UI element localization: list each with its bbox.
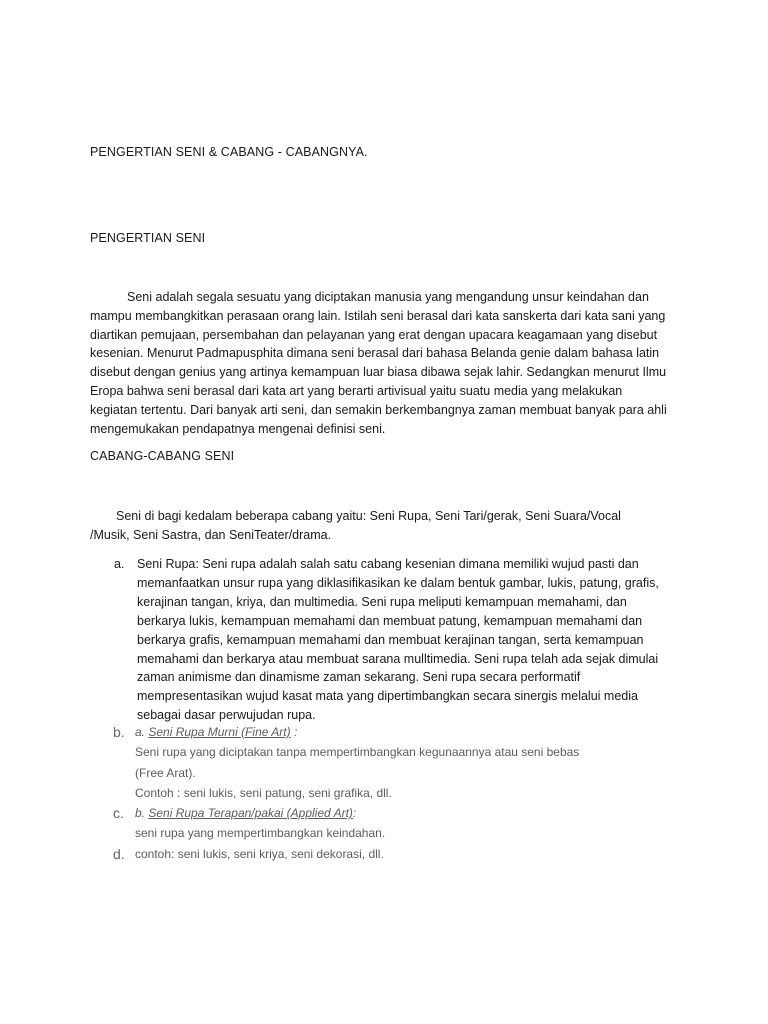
sub-list-seni-rupa bbox=[90, 722, 690, 864]
list-item-line: sebagai dasar perwujudan rupa. bbox=[137, 708, 316, 723]
list-marker: c. bbox=[113, 805, 124, 822]
list-item-text: seni rupa yang mempertimbangkan keindahan. bbox=[135, 826, 386, 841]
list-item bbox=[90, 823, 690, 843]
fine-art-link[interactable]: Seni Rupa Murni (Fine Art) bbox=[148, 725, 291, 739]
list-item bbox=[90, 803, 690, 823]
list-item bbox=[90, 783, 690, 803]
list-item-line: berkarya grafis, kemampuan memahami dan membuat kerajinan tangan, serta kemampuan bbox=[137, 632, 644, 647]
section-heading-cabang-seni: CABANG-CABANG SENI bbox=[90, 449, 235, 463]
paragraph-line: /Musik, Seni Sastra, dan SeniTeater/drama. bbox=[90, 527, 332, 542]
list-item bbox=[90, 722, 690, 742]
list-marker: d. bbox=[113, 845, 125, 862]
list-item-line: Seni Rupa: Seni rupa adalah salah satu cabang kesenian dimana memiliki wujud pasti dan bbox=[137, 557, 639, 571]
paragraph-line: kegiatan tertentu. Dari banyak arti seni, dan semakin berkembangnya zaman membuat banyak para ahli bbox=[90, 402, 667, 417]
section-heading-pengertian-seni: PENGERTIAN SENI bbox=[90, 231, 206, 245]
applied-art-link[interactable]: Seni Rupa Terapan/pakai (Applied Art) bbox=[148, 806, 353, 821]
list-item-text: Contoh : seni lukis, seni patung, seni grafika, dll. bbox=[135, 785, 392, 800]
list-item-body bbox=[137, 555, 690, 725]
list-item-text: Seni rupa yang diciptakan tanpa mempertimbangkan kegunaannya atau seni bebas bbox=[135, 745, 580, 760]
list-item-text: (Free Arat). bbox=[135, 765, 196, 780]
paragraph-line: mengemukakan pendapatnya mengenai definisi seni. bbox=[90, 421, 386, 436]
paragraph-line: Seni adalah segala sesuatu yang diciptakan manusia yang mengandung unsur keindahan dan bbox=[127, 290, 649, 304]
list-item-text: contoh: seni lukis, seni kriya, seni dekorasi, dll. bbox=[135, 846, 384, 861]
list-item-line: mempresentasikan wujud kasat mata yang dipertimbangkan secara sinergis melalui media bbox=[137, 689, 638, 704]
paragraph-line: disebut dengan genius yang artinya kemampuan luar biasa dibawa sejak lahir. Sedangkan menurut Ilmu bbox=[90, 365, 667, 380]
paragraph-line: diartikan pemujaan, persembahan dan pelayanan yang erat dengan upacara keagamaan yang disebut bbox=[90, 327, 658, 342]
list-item bbox=[90, 763, 690, 783]
paragraph-cabang-seni bbox=[90, 507, 680, 545]
sub-suffix: : bbox=[352, 806, 357, 821]
paragraph-pengertian-seni bbox=[90, 288, 680, 438]
list-item-line: memahami dan berkarya atau membuat sarana mulltimedia. Seni rupa telah ada sejak dimulai bbox=[137, 651, 659, 666]
paragraph-line: kesenian. Menurut Padmapusphita dimana seni berasal dari bahasa Belanda genie dalam bahasa latin bbox=[90, 346, 660, 361]
list-marker: b. bbox=[113, 724, 125, 740]
list-marker: a. bbox=[114, 557, 125, 571]
paragraph-line: Eropa bahwa seni berasal dari kata art yang berarti artivisual yaitu suatu media yang melakukan bbox=[90, 383, 623, 398]
list-item-line: zaman animisme dan dinamisme zaman sekarang. Seni rupa secara performatif bbox=[137, 670, 581, 685]
document-title: PENGERTIAN SENI & CABANG - CABANGNYA. bbox=[90, 145, 368, 159]
list-item-line: memanfaatkan unsur rupa yang diklasifikasikan ke dalam bentuk gambar, lukis, patung, grafis, bbox=[137, 575, 659, 590]
list-item-line: kerajinan tangan, kriya, dan multimedia. Seni rupa meliputi kemampuan memahami, dan bbox=[137, 594, 627, 609]
paragraph-line: Seni di bagi kedalam beberapa cabang yaitu: Seni Rupa, Seni Tari/gerak, Seni Suara/Vocal bbox=[116, 509, 621, 523]
list-item-seni-rupa bbox=[90, 555, 690, 725]
list-item-line: berkarya lukis, kemampuan memahami dan membuat patung, kemampuan memahami dan bbox=[137, 613, 643, 628]
list-item bbox=[90, 844, 690, 864]
list-item bbox=[90, 742, 690, 762]
sub-marker: a. bbox=[135, 725, 146, 739]
sub-marker: b. bbox=[135, 806, 149, 821]
paragraph-line: mampu membangkitkan perasaan orang lain. Istilah seni berasal dari kata sanskerta dari kata sani yang bbox=[90, 308, 666, 323]
sub-suffix: : bbox=[290, 725, 298, 739]
